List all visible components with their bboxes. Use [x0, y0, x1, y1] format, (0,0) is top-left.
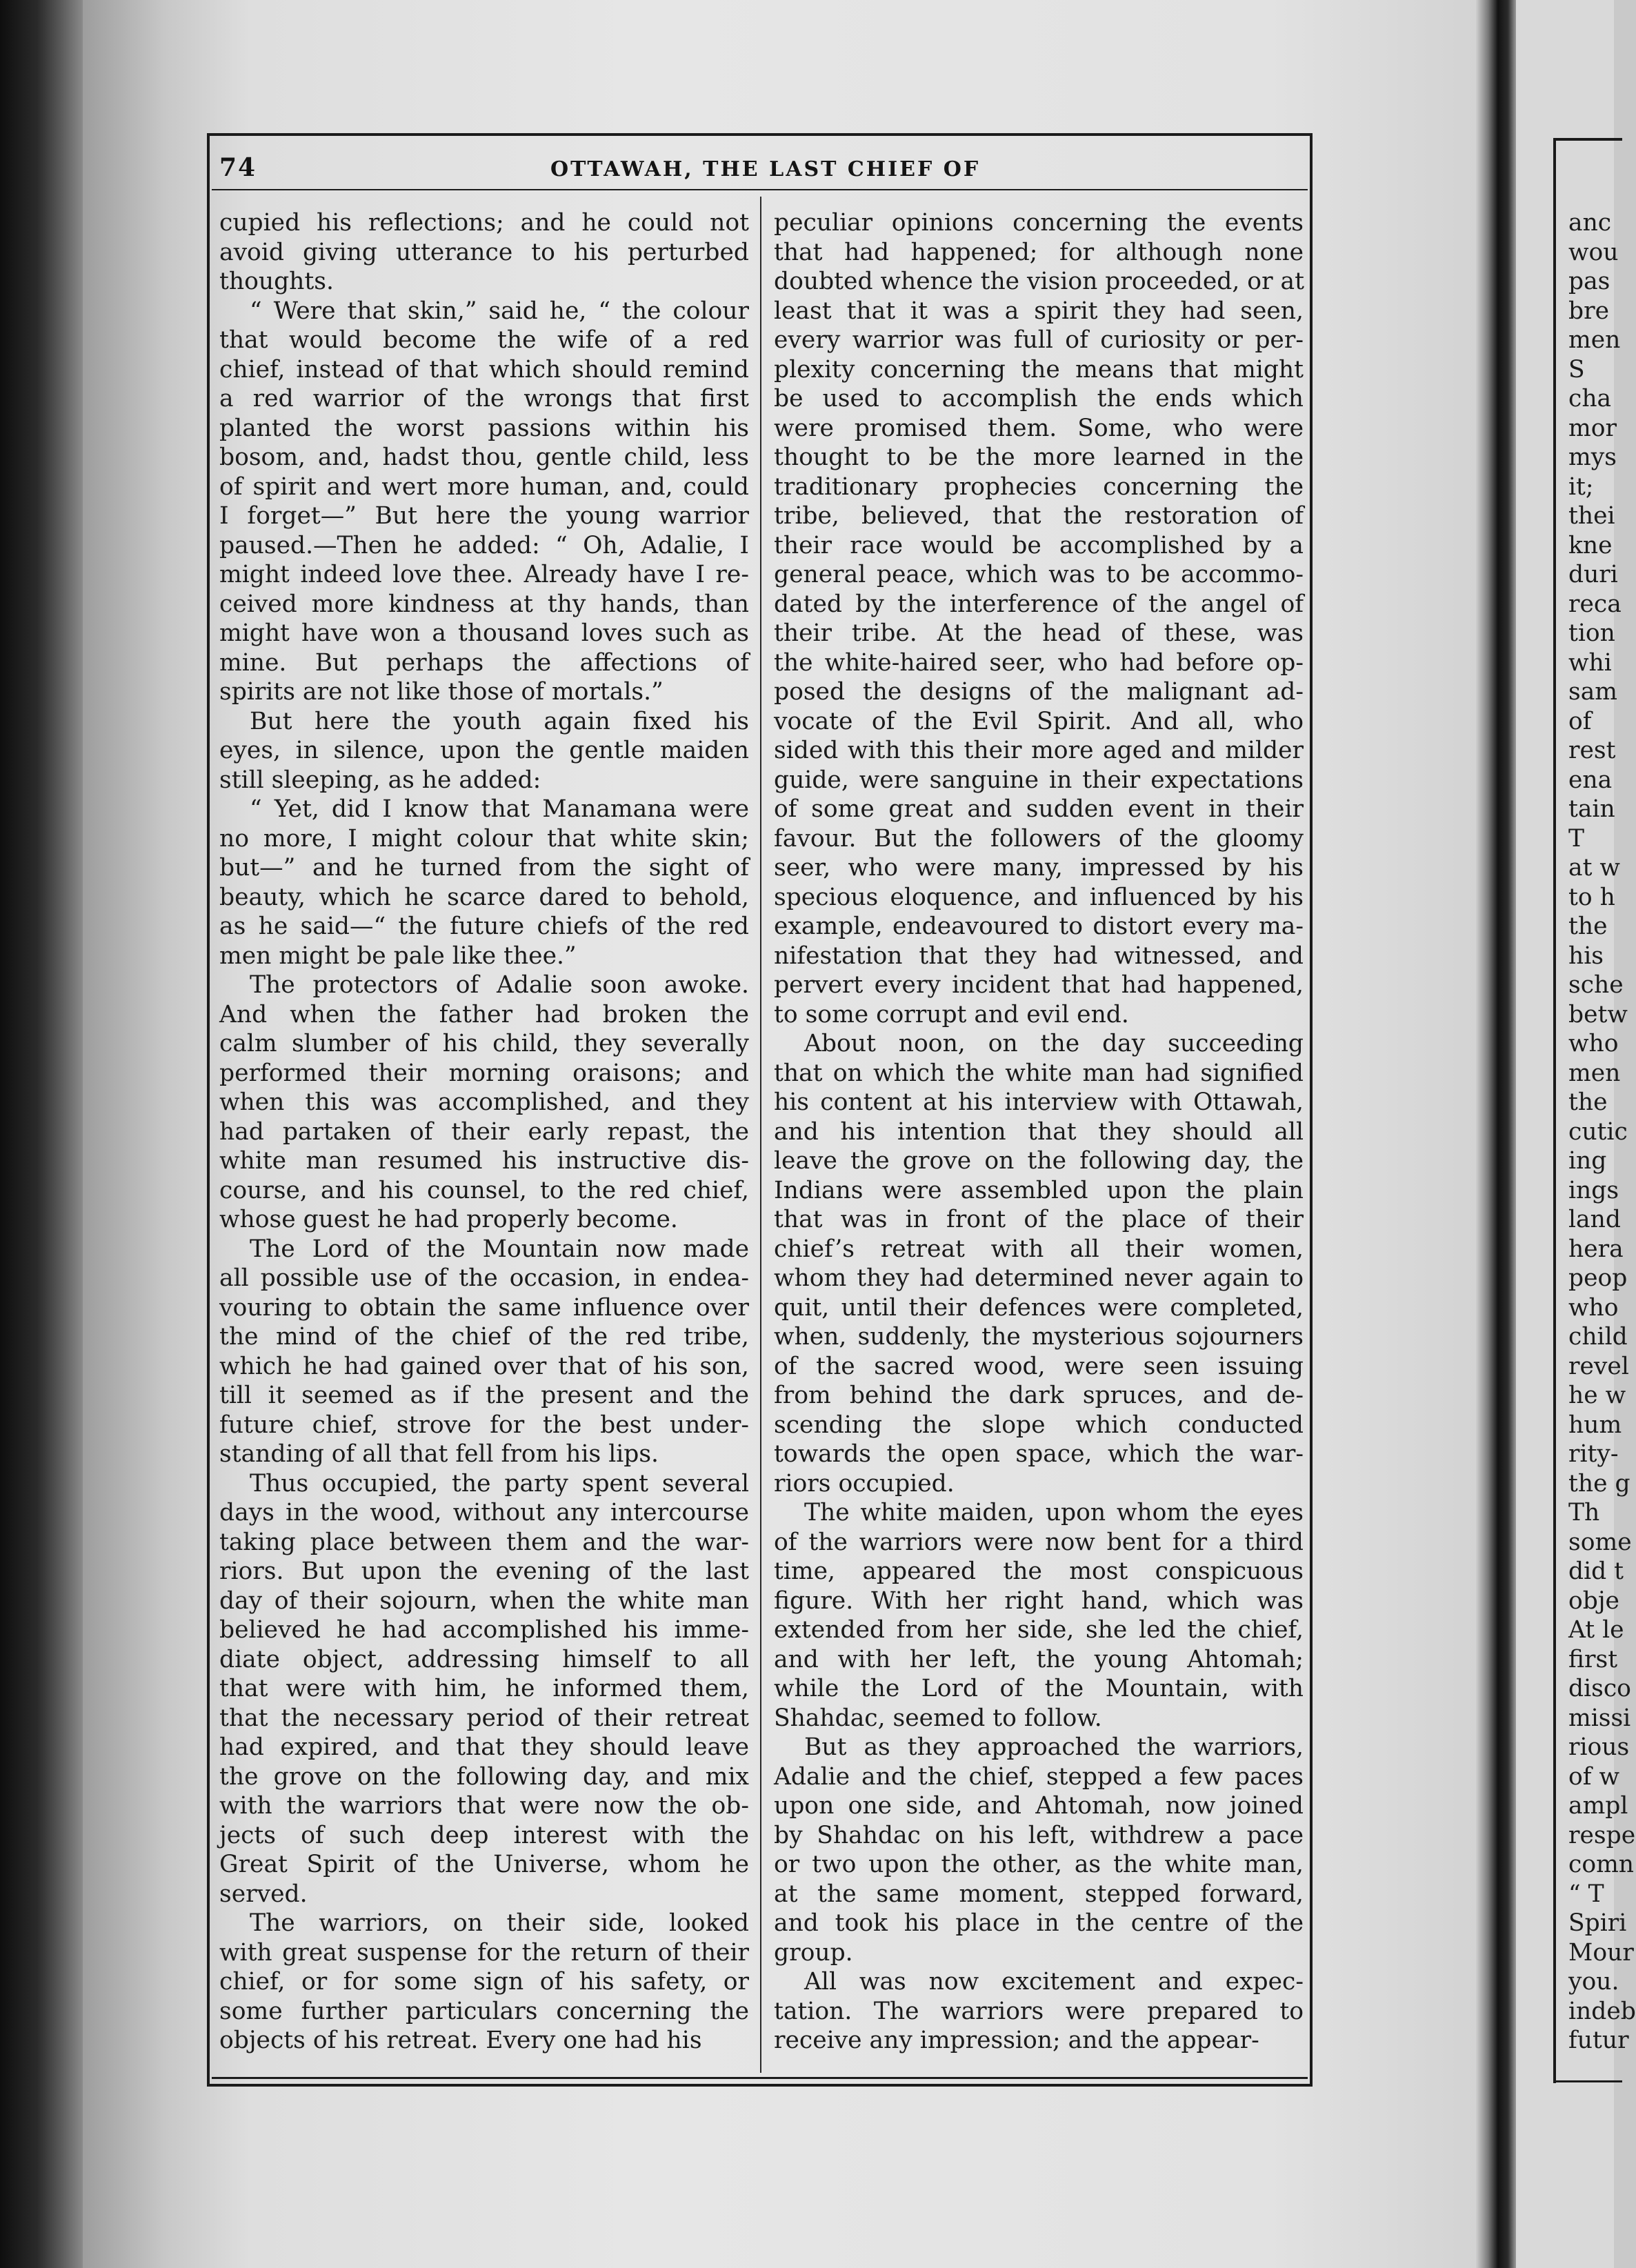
text-line: calm slumber of his child, they severally [219, 1030, 749, 1057]
text-line: riors occupied. [774, 1469, 955, 1498]
text-line: specious eloquence, and influenced by his [774, 883, 1304, 911]
text-line: but—” and he turned from the sight of [219, 854, 749, 882]
text-line: that was in front of the place of their [774, 1206, 1304, 1233]
text-line: quit, until their defences were completed, [774, 1293, 1304, 1322]
text-line: The protectors of Adalie soon awoke. [250, 971, 749, 999]
text-line: that would become the wife of a red [219, 326, 749, 354]
facing-page-fragment: sche [1568, 971, 1624, 999]
text-line: planted the worst passions within his [219, 414, 749, 442]
facing-page-fragment: he w [1568, 1382, 1626, 1409]
text-line: Shahdac, seemed to follow. [774, 1704, 1102, 1732]
text-line: to some corrupt and evil end. [774, 1000, 1129, 1028]
facing-page-fragment: cutic [1568, 1117, 1628, 1146]
facing-page-fragment: hum [1568, 1411, 1622, 1439]
text-line: Indians were assembled upon the plain [774, 1176, 1304, 1204]
facing-page-fragment: obje [1568, 1586, 1619, 1615]
text-line: riors. But upon the evening of the last [219, 1558, 749, 1585]
text-line: future chief, strove for the best under- [219, 1411, 749, 1439]
text-line: bosom, and, hadst thou, gentle child, less [219, 444, 749, 471]
text-line: the white-haired seer, who had before op- [774, 648, 1304, 677]
text-line: thought to be the more learned in the [774, 444, 1304, 471]
text-line: avoid giving utterance to his perturbed [219, 238, 749, 266]
facing-page-fragment: first [1568, 1645, 1618, 1673]
text-line: time, appeared the most conspicuous [774, 1558, 1304, 1585]
text-line: of the sacred wood, were seen issuing [774, 1352, 1304, 1380]
text-line: till it seemed as if the present and the [219, 1382, 749, 1409]
text-line: which he had gained over that of his son, [219, 1352, 749, 1380]
facing-page-fragment: it; [1568, 472, 1594, 501]
text-line: eyes, in silence, upon the gentle maiden [219, 737, 749, 764]
text-line: nifestation that they had witnessed, and [774, 942, 1304, 970]
text-line: of the warriors were now bent for a third [774, 1528, 1304, 1556]
text-line: white man resumed his instructive dis- [219, 1147, 749, 1175]
facing-page-fragment: reca [1568, 590, 1622, 618]
text-line: traditionary prophecies concerning the [774, 472, 1304, 501]
text-line: performed their morning oraisons; and [219, 1059, 749, 1087]
text-line: that were with him, he informed them, [219, 1675, 749, 1702]
text-line: that on which the white man had signified [774, 1059, 1304, 1087]
text-line: seer, who were many, impressed by his [774, 854, 1304, 882]
text-line: as he said—“ the future chiefs of the red [219, 913, 749, 940]
text-line: might have won a thousand loves such as [219, 619, 749, 647]
text-line: whose guest he had properly become. [219, 1206, 678, 1233]
text-line: mine. But perhaps the affections of [219, 648, 749, 677]
text-line: upon one side, and Ahtomah, now joined [774, 1792, 1304, 1820]
text-line: peculiar opinions concerning the events [774, 209, 1304, 237]
facing-page-fragment: ing [1568, 1147, 1607, 1175]
facing-page-fragment: the g [1568, 1469, 1630, 1498]
text-line: About noon, on the day succeeding [804, 1030, 1304, 1057]
facing-page-fragment: missi [1568, 1704, 1631, 1732]
text-line: chief’s retreat with all their women, [774, 1235, 1304, 1263]
text-line: served. [219, 1880, 308, 1908]
text-line: Thus occupied, the party spent several [250, 1469, 749, 1498]
text-line: favour. But the followers of the gloomy [774, 824, 1304, 853]
text-line: leave the grove on the following day, the [774, 1147, 1304, 1175]
scanner-shadow-left [0, 0, 83, 2268]
right-text-column [774, 208, 1304, 2071]
text-line: of some great and sudden event in their [774, 795, 1304, 823]
column-rule [760, 197, 761, 2073]
facing-page-fragment: ena [1568, 766, 1613, 794]
facing-page-fragment: sam [1568, 678, 1617, 706]
facing-page-fragment: mys [1568, 444, 1617, 471]
facing-page-fragment: did t [1568, 1558, 1624, 1585]
facing-page-fragment: thei [1568, 502, 1615, 530]
text-line: posed the designs of the malignant ad- [774, 678, 1304, 706]
text-line: by Shahdac on his left, withdrew a pace [774, 1821, 1304, 1849]
text-line: some further particulars concerning the [219, 1997, 749, 2025]
text-line: believed he had accomplished his imme- [219, 1616, 749, 1644]
facing-page-fragment: At le [1568, 1616, 1624, 1644]
text-line: their tribe. At the head of these, was [774, 619, 1304, 647]
text-line: group. [774, 1938, 853, 1967]
facing-page-fragment: pas [1568, 268, 1610, 295]
text-line: dated by the interference of the angel of [774, 590, 1304, 618]
text-line: the grove on the following day, and mix [219, 1762, 749, 1791]
facing-page-frame-left [1553, 138, 1556, 2083]
text-line: spirits are not like those of mortals.” [219, 678, 664, 706]
text-line: figure. With her right hand, which was [774, 1586, 1304, 1615]
facing-page-fragment: of w [1568, 1762, 1620, 1791]
text-line: all possible use of the occasion, in endea- [219, 1264, 749, 1292]
text-line: when, suddenly, the mysterious sojourners [774, 1323, 1304, 1351]
text-line: paused.—Then he added: “ Oh, Adalie, I [219, 531, 749, 559]
text-line: the mind of the chief of the red tribe, [219, 1323, 749, 1351]
text-line: every warrior was full of curiosity or per- [774, 326, 1304, 354]
book-gutter [1476, 0, 1516, 2268]
facing-page-fragment: men [1568, 1059, 1621, 1087]
running-title: OTTAWAH, THE LAST CHIEF OF [550, 157, 981, 181]
text-line: or two upon the other, as the white man, [774, 1851, 1304, 1878]
text-line: were promised them. Some, who were [774, 414, 1304, 442]
facing-page-fragment: of [1568, 707, 1592, 735]
facing-page-fragment: ings [1568, 1176, 1619, 1204]
facing-page-fragment: duri [1568, 561, 1618, 588]
facing-page-fragment: who [1568, 1030, 1619, 1057]
facing-page-frame-top [1553, 138, 1622, 141]
facing-page-fragment: hera [1568, 1235, 1624, 1263]
text-line: had partaken of their early repast, the [219, 1117, 749, 1146]
facing-page-fragment: respe [1568, 1821, 1636, 1849]
text-line: cupied his reflections; and he could not [219, 209, 749, 237]
text-line: The white maiden, upon whom the eyes [804, 1499, 1304, 1526]
facing-page-fragment: some [1568, 1528, 1632, 1556]
facing-page-fragment: peop [1568, 1264, 1628, 1292]
facing-page-fragment: T [1568, 824, 1585, 853]
text-line: But here the youth again fixed his [250, 707, 749, 735]
text-line: ceived more kindness at thy hands, than [219, 590, 749, 618]
text-line: while the Lord of the Mountain, with [774, 1675, 1304, 1702]
text-line: general peace, which was to be accommo- [774, 561, 1304, 588]
text-line: tribe, believed, that the restoration of [774, 502, 1304, 530]
text-line: extended from her side, she led the chief, [774, 1616, 1304, 1644]
text-line: men might be pale like thee.” [219, 942, 577, 970]
facing-page-fragment: Th [1568, 1499, 1600, 1526]
text-line: Adalie and the chief, stepped a few paces [774, 1762, 1304, 1791]
text-line: tation. The warriors were prepared to [774, 1997, 1304, 2025]
text-line: Great Spirit of the Universe, whom he [219, 1851, 749, 1878]
text-line: at the same moment, stepped forward, [774, 1880, 1304, 1908]
facing-page-fragment: the [1568, 913, 1608, 940]
text-line: beauty, which he scarce dared to behold, [219, 883, 749, 911]
text-line: day of their sojourn, when the white man [219, 1586, 749, 1615]
text-line: The warriors, on their side, looked [250, 1909, 749, 1937]
facing-page-fragment: his [1568, 942, 1604, 970]
text-line: “ Were that skin,” said he, “ the colour [250, 297, 749, 325]
page-header [219, 153, 1302, 185]
facing-page-fragment: anc [1568, 209, 1612, 237]
facing-page-fragment: tain [1568, 795, 1615, 823]
text-line: chief, or for some sign of his safety, or [219, 1968, 749, 1996]
text-line: and his intention that they should all [774, 1117, 1304, 1146]
text-line: pervert every incident that had happened, [774, 971, 1304, 999]
text-line: his content at his interview with Ottawah, [774, 1088, 1304, 1116]
text-line: standing of all that fell from his lips. [219, 1440, 659, 1468]
facing-page-fragment: child [1568, 1323, 1628, 1351]
text-line: diate object, addressing himself to all [219, 1645, 749, 1673]
text-line: from behind the dark spruces, and de- [774, 1382, 1304, 1409]
text-line: All was now excitement and expec- [804, 1968, 1304, 1996]
facing-page-fragment: you. [1568, 1968, 1619, 1996]
page-number: 74 [219, 153, 257, 182]
left-text-column [219, 208, 749, 2071]
facing-page-fragment: whi [1568, 648, 1612, 677]
text-line: course, and his counsel, to the red chief, [219, 1176, 749, 1204]
text-line: with great suspense for the return of their [219, 1938, 749, 1967]
facing-page-fragment: men [1568, 326, 1621, 354]
text-line: be used to accomplish the ends which [774, 385, 1304, 412]
text-line: when this was accomplished, and they [219, 1088, 749, 1116]
text-line: had expired, and that they should leave [219, 1733, 749, 1761]
facing-page-fragment: “ T [1568, 1880, 1604, 1908]
text-line: But as they approached the warriors, [804, 1733, 1304, 1761]
facing-page-frame-bottom [1553, 2080, 1622, 2082]
text-line: days in the wood, without any intercourse [219, 1499, 749, 1526]
text-line: least that it was a spirit they had seen, [774, 297, 1304, 325]
facing-page-fragment: Mour [1568, 1938, 1634, 1967]
text-line: of spirit and wert more human, and, could [219, 472, 749, 501]
facing-page-fragment: betw [1568, 1000, 1628, 1028]
facing-page-fragment: at w [1568, 854, 1620, 882]
facing-page-fragment: ampl [1568, 1792, 1628, 1820]
facing-page-fragment: kne [1568, 531, 1613, 559]
text-line: vocate of the Evil Spirit. And all, who [774, 707, 1304, 735]
text-line: still sleeping, as he added: [219, 766, 541, 794]
text-line: I forget—” But here the young warrior [219, 502, 749, 530]
facing-page-fragment: the [1568, 1088, 1608, 1116]
text-line: chief, instead of that which should remind [219, 355, 749, 384]
text-line: their race would be accomplished by a [774, 531, 1304, 559]
text-line: and took his place in the centre of the [774, 1909, 1304, 1937]
text-line: sided with this their more aged and milder [774, 737, 1304, 764]
facing-page-fragment: rest [1568, 737, 1616, 764]
facing-page-fragment: rious [1568, 1733, 1630, 1761]
text-line: scending the slope which conducted [774, 1411, 1304, 1439]
facing-page-fragment: bre [1568, 297, 1609, 325]
facing-page-fragment: mor [1568, 414, 1617, 442]
facing-page-fragment: revel [1568, 1352, 1629, 1380]
text-line: plexity concerning the means that might [774, 355, 1304, 384]
text-line: towards the open space, which the war- [774, 1440, 1304, 1468]
text-line: jects of such deep interest with the [219, 1821, 749, 1849]
facing-page-fragment: wou [1568, 238, 1619, 266]
text-line: a red warrior of the wrongs that first [219, 385, 749, 412]
text-line: whom they had determined never again to [774, 1264, 1304, 1292]
facing-page-fragment: cha [1568, 385, 1612, 412]
text-line: “ Yet, did I know that Manamana were [250, 795, 749, 823]
text-line: might indeed love thee. Already have I re- [219, 561, 749, 588]
text-line: guide, were sanguine in their expectations [774, 766, 1304, 794]
text-line: And when the father had broken the [219, 1000, 749, 1028]
facing-page-fragment: Spiri [1568, 1909, 1627, 1937]
text-line: that had happened; for although none [774, 238, 1304, 266]
facing-page-fragment: who [1568, 1293, 1619, 1322]
text-line: objects of his retreat. Every one had his [219, 2027, 702, 2054]
facing-page-fragment: tion [1568, 619, 1615, 647]
facing-page-fragment: rity- [1568, 1440, 1619, 1468]
text-line: that the necessary period of their retreat [219, 1704, 749, 1732]
facing-page-fragment: disco [1568, 1675, 1631, 1702]
text-line: example, endeavoured to distort every ma- [774, 913, 1304, 940]
facing-page-fragment: indeb [1568, 1997, 1636, 2025]
text-line: thoughts. [219, 268, 334, 295]
facing-page-fragment: land [1568, 1206, 1621, 1233]
text-line: and with her left, the young Ahtomah; [774, 1645, 1304, 1673]
text-line: with the warriors that were now the ob- [219, 1792, 749, 1820]
text-line: vouring to obtain the same influence over [219, 1293, 749, 1322]
text-line: The Lord of the Mountain now made [250, 1235, 749, 1263]
text-line: receive any impression; and the appear- [774, 2027, 1259, 2054]
text-line: doubted whence the vision proceeded, or at [774, 268, 1304, 295]
facing-page-text [1568, 208, 1636, 2056]
facing-page-fragment: S [1568, 355, 1585, 384]
text-line: no more, I might colour that white skin; [219, 824, 749, 853]
facing-page-fragment: futur [1568, 2027, 1629, 2054]
facing-page-fragment: comn [1568, 1851, 1635, 1878]
text-line: taking place between them and the war- [219, 1528, 749, 1556]
facing-page-fragment: to h [1568, 883, 1615, 911]
